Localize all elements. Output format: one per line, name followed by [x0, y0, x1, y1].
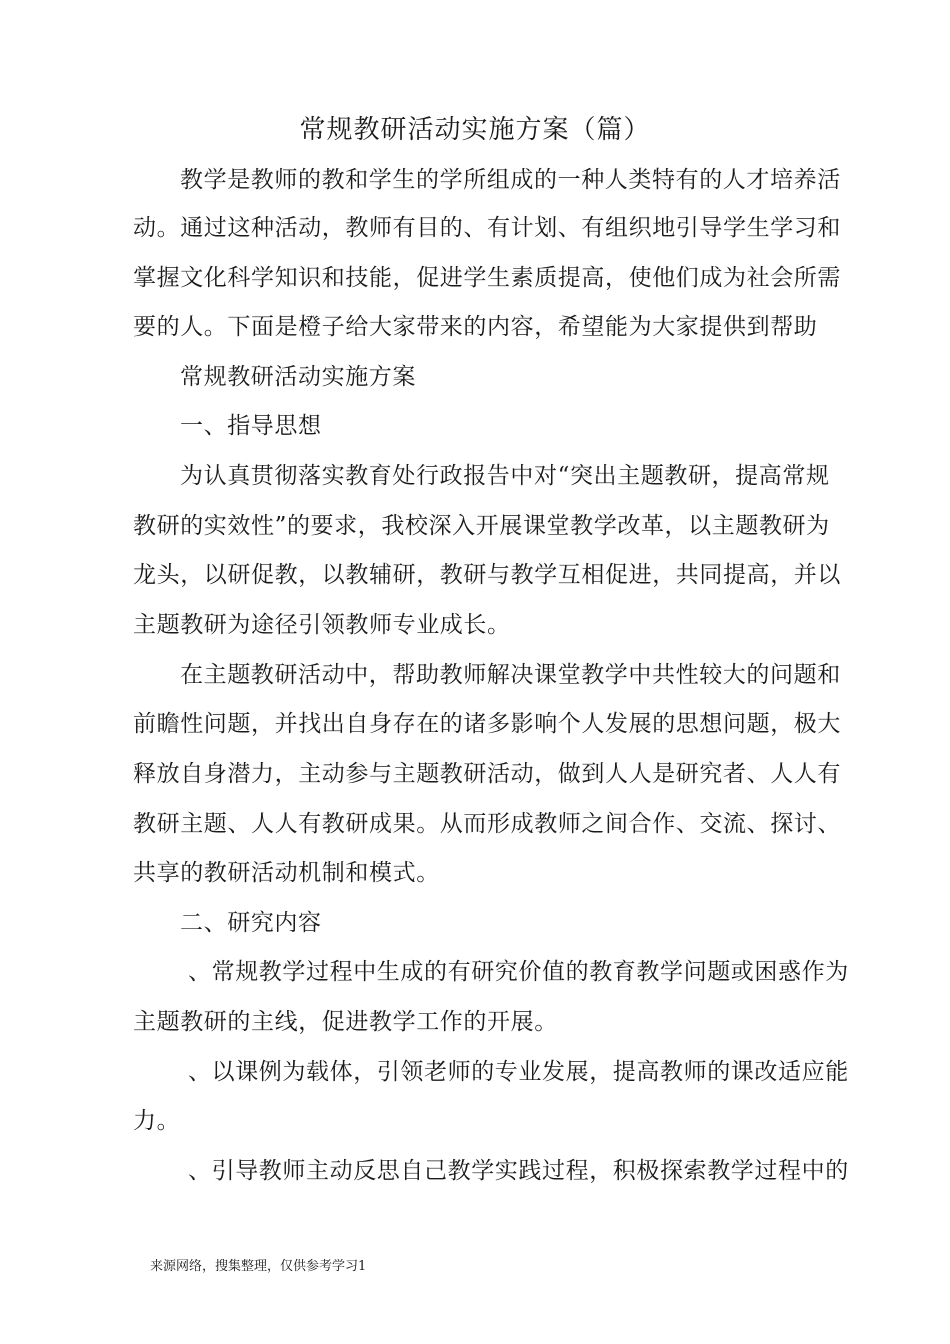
list-item-line: 、以课例为载体，引领老师的专业发展，提高教师的课改适应能: [188, 1059, 849, 1085]
paragraph-line: 释放自身潜力，主动参与主题教研活动，做到人人是研究者、人人有: [133, 761, 841, 787]
list-item-line: 、常规教学过程中生成的有研究价值的教育教学问题或困惑作为: [188, 959, 849, 985]
paragraph-line: 主题教研为途径引领教师专业成长。: [133, 612, 511, 638]
section-heading: 一、指导思想: [180, 413, 322, 439]
paragraph-line: 为认真贯彻落实教育处行政报告中对“突出主题教研，提高常规: [180, 463, 830, 489]
paragraph-line: 共享的教研活动机制和模式。: [133, 860, 440, 886]
paragraph-line: 动。通过这种活动，教师有目的、有计划、有组织地引导学生学习和: [133, 215, 841, 241]
page-footer: 来源网络，搜集整理，仅供参考学习1: [150, 1259, 367, 1274]
paragraph-line: 要的人。下面是橙子给大家带来的内容，希望能为大家提供到帮助: [133, 314, 818, 340]
paragraph-line: 教研主题、人人有教研成果。从而形成教师之间合作、交流、探讨、: [133, 811, 841, 837]
list-item-line: 力。: [133, 1108, 181, 1134]
section-heading: 二、研究内容: [180, 910, 322, 936]
section-heading: 常规教研活动实施方案: [180, 364, 416, 390]
paragraph-line: 教研的实效性”的要求，我校深入开展课堂教学改革，以主题教研为: [133, 513, 830, 539]
document-title: 常规教研活动实施方案（篇）: [299, 115, 651, 145]
paragraph-line: 前瞻性问题，并找出自身存在的诸多影响个人发展的思想问题，极大: [133, 711, 841, 737]
list-item-line: 、引导教师主动反思自己教学实践过程，积极探索教学过程中的: [188, 1158, 849, 1184]
paragraph-line: 教学是教师的教和学生的学所组成的一种人类特有的人才培养活: [180, 167, 841, 193]
paragraph-line: 掌握文化科学知识和技能，促进学生素质提高，使他们成为社会所需: [133, 265, 841, 291]
paragraph-line: 在主题教研活动中，帮助教师解决课堂教学中共性较大的问题和: [180, 662, 841, 688]
paragraph-line: 龙头，以研促教，以教辅研，教研与教学互相促进，共同提高，并以: [133, 562, 841, 588]
list-item-line: 主题教研的主线，促进教学工作的开展。: [133, 1009, 558, 1035]
